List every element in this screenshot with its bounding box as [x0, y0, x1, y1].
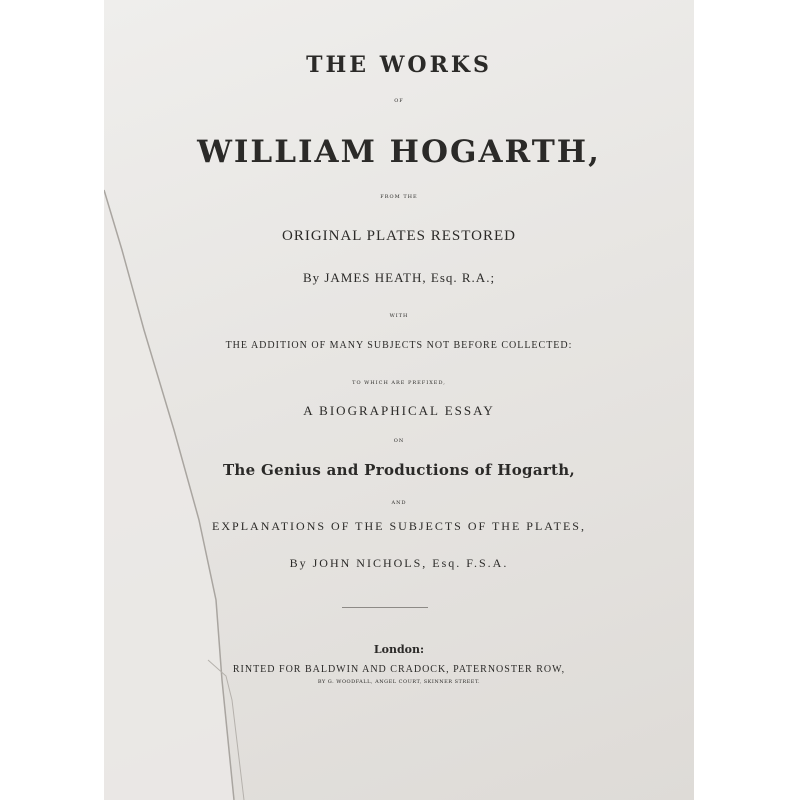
explanations-line: EXPLANATIONS OF THE SUBJECTS OF THE PLATES, — [212, 519, 586, 533]
genius-line: The Genius and Productions of Hogarth, — [222, 461, 576, 479]
title-page — [104, 0, 694, 800]
divider-rule — [342, 607, 428, 608]
by-nichols-line: By JOHN NICHOLS, Esq. F.S.A. — [289, 556, 509, 570]
imprint-place: London: — [373, 643, 425, 656]
connector-and: AND — [391, 500, 407, 506]
connector-prefixed: TO WHICH ARE PREFIXED, — [352, 380, 446, 386]
title-heading: THE WORKS — [306, 52, 492, 78]
addition-line: THE ADDITION OF MANY SUBJECTS NOT BEFORE COLLECTED: — [225, 340, 573, 351]
by-heath-line: By JAMES HEATH, Esq. R.A.; — [302, 270, 496, 285]
imprint-publisher: RINTED FOR BALDWIN AND CRADOCK, PATERNOSTER ROW, — [232, 664, 566, 675]
connector-from-the: FROM THE — [380, 194, 418, 200]
essay-line: A BIOGRAPHICAL ESSAY — [303, 403, 495, 418]
connector-of: OF — [394, 98, 404, 104]
connector-with: WITH — [389, 313, 409, 319]
connector-on: ON — [393, 438, 405, 444]
imprint-printer: BY G. WOODFALL, ANGEL COURT, SKINNER STREET. — [317, 679, 481, 685]
author-name: WILLIAM HOGARTH, — [197, 134, 601, 170]
original-plates-line: ORIGINAL PLATES RESTORED — [281, 228, 516, 244]
